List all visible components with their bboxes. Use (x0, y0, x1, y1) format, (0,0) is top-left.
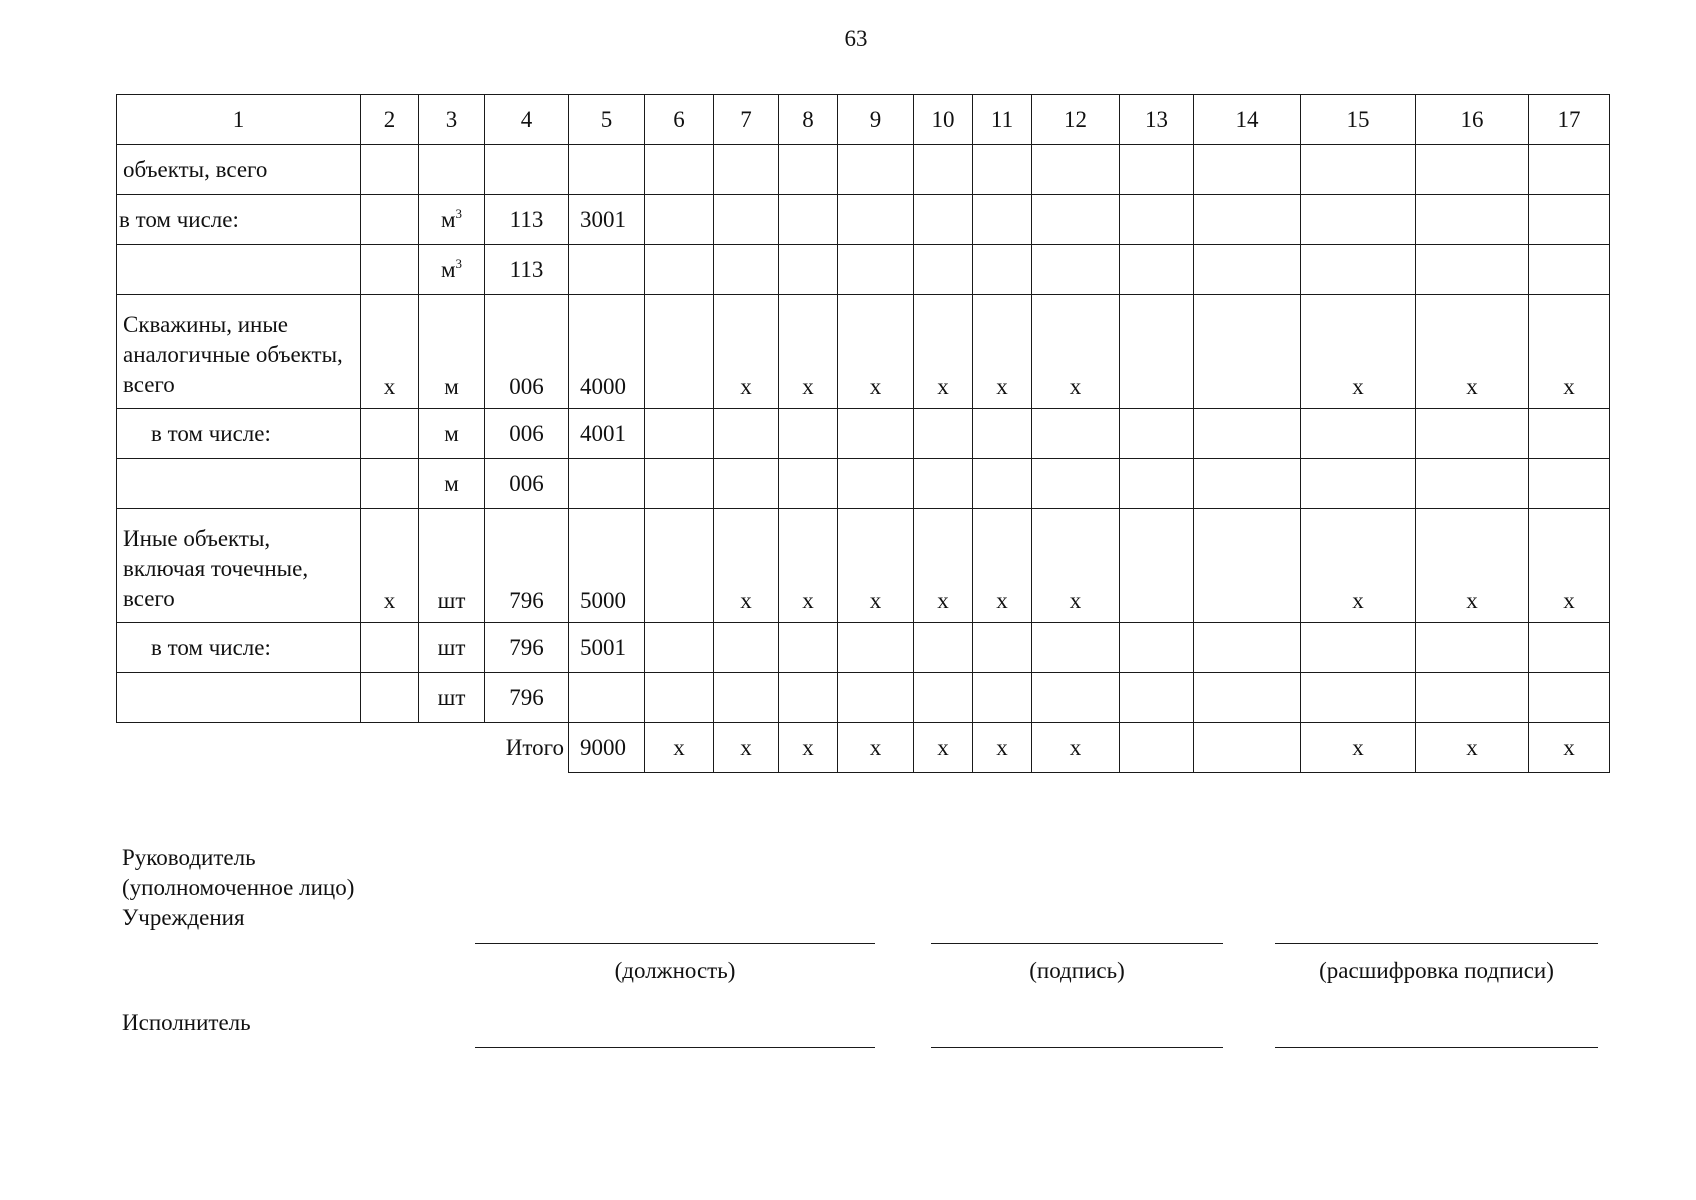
row-name-cell: объекты, всего (117, 145, 361, 195)
mark-cell (645, 623, 714, 673)
mark-cell (1416, 623, 1529, 673)
unit-text: м (444, 470, 459, 496)
row-name-cell: Иные объекты, включая точечные, всего (117, 509, 361, 623)
mark-cell (1416, 409, 1529, 459)
mark-cell (779, 409, 838, 459)
mark-cell (645, 673, 714, 723)
total-mark-cell: x (1529, 723, 1610, 773)
mark-cell (714, 145, 779, 195)
line-code-cell: 4000 (569, 295, 645, 409)
unit-text: шт (437, 684, 466, 710)
mark-cell: x (779, 295, 838, 409)
mark-cell (1194, 673, 1301, 723)
mark-cell (1120, 459, 1194, 509)
unit-superscript: 3 (455, 255, 463, 271)
mark-cell (1529, 195, 1610, 245)
total-mark-cell: x (779, 723, 838, 773)
column-number-4: 4 (485, 95, 569, 145)
row-name-cell (117, 245, 361, 295)
mark-cell (838, 623, 914, 673)
table-row (117, 245, 1610, 295)
column-number-10: 10 (914, 95, 973, 145)
mark-cell: x (914, 509, 973, 623)
mark-cell (914, 409, 973, 459)
line-code-cell: 3001 (569, 195, 645, 245)
mark-cell (645, 509, 714, 623)
row-name-cell: в том числе: (117, 623, 361, 673)
unit-code-cell: 796 (485, 509, 569, 623)
column-number-3: 3 (419, 95, 485, 145)
unit-text: м (444, 374, 459, 399)
table-row (117, 509, 1610, 623)
total-spacer (117, 723, 485, 773)
mark-cell (1032, 623, 1120, 673)
mark-cell (1529, 459, 1610, 509)
mark-cell (1529, 409, 1610, 459)
mark-cell: x (838, 509, 914, 623)
mark-cell (1529, 245, 1610, 295)
total-mark-cell: x (838, 723, 914, 773)
position-caption: (должность) (614, 958, 736, 983)
unit-code-cell: 006 (485, 459, 569, 509)
signature-caption: (подпись) (1029, 958, 1125, 983)
executor-decode-line (1275, 1047, 1598, 1048)
unit-code-cell: 113 (485, 195, 569, 245)
mark-cell (779, 459, 838, 509)
mark-cell (1194, 245, 1301, 295)
table-row (117, 623, 1610, 673)
mark-cell (1416, 245, 1529, 295)
mark-cell: x (838, 295, 914, 409)
line-code-cell (569, 145, 645, 195)
unit-cell (419, 459, 485, 509)
unit-cell (419, 295, 485, 409)
mark-cell (1194, 409, 1301, 459)
mark-cell (838, 673, 914, 723)
column-number-11: 11 (973, 95, 1032, 145)
mark-cell (914, 195, 973, 245)
column-number-17: 17 (1529, 95, 1610, 145)
mark-cell (838, 459, 914, 509)
mark-cell (645, 409, 714, 459)
table-row (117, 295, 1610, 409)
mark-cell (714, 245, 779, 295)
page-number: 63 (844, 26, 868, 51)
unit-code-cell: 113 (485, 245, 569, 295)
mark-cell (1416, 673, 1529, 723)
column-number-8: 8 (779, 95, 838, 145)
total-mark-cell: x (914, 723, 973, 773)
mark-cell (1120, 409, 1194, 459)
column-number-14: 14 (1194, 95, 1301, 145)
row-name-cell: в том числе: (117, 195, 361, 245)
mark-cell (714, 195, 779, 245)
column-number-row (117, 95, 1610, 145)
row-name-cell: в том числе: (117, 409, 361, 459)
mark-cell (1120, 623, 1194, 673)
col2-cell (361, 145, 419, 195)
unit-code-cell: 796 (485, 673, 569, 723)
mark-cell (714, 409, 779, 459)
total-mark-cell: x (1032, 723, 1120, 773)
mark-cell: x (1301, 509, 1416, 623)
mark-cell (973, 409, 1032, 459)
unit-cell (419, 245, 485, 295)
mark-cell (1529, 145, 1610, 195)
unit-cell (419, 673, 485, 723)
unit-code-cell: 006 (485, 409, 569, 459)
mark-cell (1301, 459, 1416, 509)
unit-cell (419, 509, 485, 623)
mark-cell (914, 623, 973, 673)
mark-cell (779, 673, 838, 723)
mark-cell: x (1032, 509, 1120, 623)
mark-cell: x (1032, 295, 1120, 409)
mark-cell (1301, 623, 1416, 673)
mark-cell (973, 145, 1032, 195)
mark-cell (973, 673, 1032, 723)
mark-cell (1529, 623, 1610, 673)
mark-cell (1529, 673, 1610, 723)
mark-cell: x (1529, 295, 1610, 409)
unit-text: м (440, 256, 456, 282)
mark-cell (973, 623, 1032, 673)
mark-cell (779, 145, 838, 195)
mark-cell (1301, 245, 1416, 295)
mark-cell: x (973, 295, 1032, 409)
mark-cell (1301, 409, 1416, 459)
mark-cell (1120, 295, 1194, 409)
mark-cell (1301, 145, 1416, 195)
mark-cell (1301, 673, 1416, 723)
mark-cell (1194, 195, 1301, 245)
mark-cell (914, 145, 973, 195)
column-number-6: 6 (645, 95, 714, 145)
total-mark-cell: x (1416, 723, 1529, 773)
col2-cell (361, 245, 419, 295)
mark-cell (779, 245, 838, 295)
table-row (117, 409, 1610, 459)
mark-cell (1194, 145, 1301, 195)
total-mark-cell: x (1301, 723, 1416, 773)
unit-text: м (440, 206, 456, 232)
row-name-cell: Скважины, иные аналогичные объекты, всего (117, 295, 361, 409)
column-number-13: 13 (1120, 95, 1194, 145)
line-code-cell: 5001 (569, 623, 645, 673)
unit-cell (419, 145, 485, 195)
column-number-1: 1 (117, 95, 361, 145)
unit-cell (419, 409, 485, 459)
col2-cell: x (361, 509, 419, 623)
mark-cell (914, 459, 973, 509)
mark-cell (1120, 673, 1194, 723)
total-row (117, 723, 1610, 773)
mark-cell (645, 459, 714, 509)
mark-cell (838, 145, 914, 195)
mark-cell (973, 459, 1032, 509)
signature-line (931, 943, 1223, 944)
mark-cell (1194, 295, 1301, 409)
mark-cell (1032, 409, 1120, 459)
head-signatory-label: Руководитель (уполномоченное лицо) Учреждения (122, 845, 355, 930)
col2-cell (361, 195, 419, 245)
mark-cell (1194, 459, 1301, 509)
mark-cell (645, 145, 714, 195)
mark-cell (714, 623, 779, 673)
column-number-15: 15 (1301, 95, 1416, 145)
col2-cell (361, 623, 419, 673)
mark-cell (645, 245, 714, 295)
line-code-cell (569, 459, 645, 509)
mark-cell (1416, 459, 1529, 509)
column-number-12: 12 (1032, 95, 1120, 145)
mark-cell (1120, 509, 1194, 623)
mark-cell (1416, 145, 1529, 195)
unit-superscript: 3 (455, 205, 463, 221)
mark-cell: x (1416, 509, 1529, 623)
total-mark-cell (1120, 723, 1194, 773)
mark-cell (779, 623, 838, 673)
total-mark-cell: x (645, 723, 714, 773)
row-name-cell (117, 459, 361, 509)
unit-code-cell: 006 (485, 295, 569, 409)
col2-cell (361, 673, 419, 723)
row-name-cell (117, 673, 361, 723)
total-mark-cell: x (714, 723, 779, 773)
column-number-2: 2 (361, 95, 419, 145)
mark-cell (914, 673, 973, 723)
unit-text: шт (437, 588, 466, 613)
mark-cell: x (714, 295, 779, 409)
mark-cell (714, 459, 779, 509)
column-number-7: 7 (714, 95, 779, 145)
mark-cell (1032, 245, 1120, 295)
mark-cell (714, 673, 779, 723)
column-number-9: 9 (838, 95, 914, 145)
line-code-cell (569, 245, 645, 295)
line-code-cell (569, 673, 645, 723)
mark-cell (1194, 509, 1301, 623)
mark-cell (838, 409, 914, 459)
table-row (117, 673, 1610, 723)
col2-cell (361, 459, 419, 509)
unit-code-cell (485, 145, 569, 195)
mark-cell (645, 295, 714, 409)
mark-cell (645, 195, 714, 245)
total-mark-cell (1194, 723, 1301, 773)
mark-cell (838, 195, 914, 245)
unit-cell (419, 623, 485, 673)
mark-cell (838, 245, 914, 295)
report-table (116, 94, 1610, 773)
executor-label: Исполнитель (122, 1010, 251, 1035)
column-number-16: 16 (1416, 95, 1529, 145)
position-line (475, 943, 875, 944)
mark-cell (1032, 673, 1120, 723)
mark-cell (1032, 145, 1120, 195)
mark-cell (1416, 195, 1529, 245)
mark-cell (1120, 245, 1194, 295)
table-row (117, 195, 1610, 245)
mark-cell (1120, 145, 1194, 195)
decode-caption: (расшифровка подписи) (1319, 958, 1554, 983)
mark-cell: x (1529, 509, 1610, 623)
line-code-cell: 4001 (569, 409, 645, 459)
executor-signature-line (931, 1047, 1223, 1048)
unit-text: м (444, 420, 459, 446)
mark-cell (914, 245, 973, 295)
total-line-code: 9000 (569, 723, 645, 773)
col2-cell: x (361, 295, 419, 409)
mark-cell (1032, 459, 1120, 509)
unit-text: шт (437, 634, 466, 660)
total-mark-cell: x (973, 723, 1032, 773)
col2-cell (361, 409, 419, 459)
mark-cell (1032, 195, 1120, 245)
mark-cell (973, 195, 1032, 245)
total-label: Итого (485, 723, 569, 773)
table-row (117, 145, 1610, 195)
mark-cell (1194, 623, 1301, 673)
line-code-cell: 5000 (569, 509, 645, 623)
mark-cell: x (714, 509, 779, 623)
column-number-5: 5 (569, 95, 645, 145)
mark-cell: x (1301, 295, 1416, 409)
mark-cell: x (914, 295, 973, 409)
mark-cell: x (779, 509, 838, 623)
mark-cell (1301, 195, 1416, 245)
unit-code-cell: 796 (485, 623, 569, 673)
mark-cell: x (1416, 295, 1529, 409)
table-row (117, 459, 1610, 509)
decode-line (1275, 943, 1598, 944)
mark-cell (1120, 195, 1194, 245)
mark-cell (779, 195, 838, 245)
mark-cell: x (973, 509, 1032, 623)
mark-cell (973, 245, 1032, 295)
unit-cell (419, 195, 485, 245)
executor-position-line (475, 1047, 875, 1048)
